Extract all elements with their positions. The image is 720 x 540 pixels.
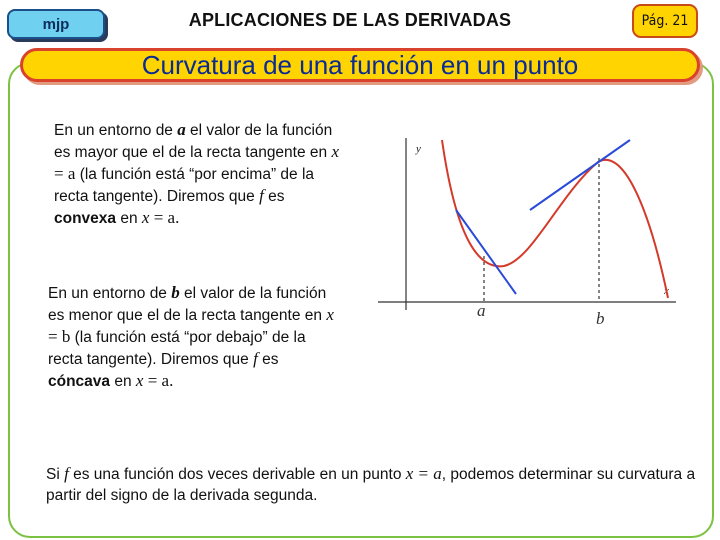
page-title: Curvatura de una función en un punto — [141, 49, 579, 80]
term-convexa: convexa — [54, 210, 117, 227]
equation-rest: = a. — [149, 208, 180, 227]
variable-f: f — [253, 349, 258, 368]
variable-f: f — [259, 186, 264, 205]
function-curve — [442, 140, 668, 298]
x-axis-label: x — [664, 285, 669, 297]
equation-x: x — [326, 305, 334, 324]
logo-text: mjp — [42, 15, 70, 33]
page-number-badge — [632, 4, 698, 38]
equation-x: x — [141, 208, 150, 227]
curvature-graph — [372, 132, 690, 332]
criterion-paragraph: Si f es una función dos veces derivable en un punto x = a, podemos determinar su curvatura a partir del signo de la derivada segunda. — [46, 464, 696, 504]
point-b-label: b — [596, 309, 605, 328]
title-banner — [20, 48, 700, 82]
tangent-line-a — [456, 210, 516, 294]
point-a-label: a — [477, 301, 486, 320]
equation-rest: = a. — [143, 371, 174, 390]
concavity-paragraph: En un entorno de b el valor de la función es menor que el de la recta tangente en x = b (la función está “por debajo” de la recta tangente). Diremos que f es cóncava en x = a. — [48, 283, 334, 390]
y-axis-label: y — [416, 143, 421, 155]
equation-x: x — [331, 142, 340, 161]
tangent-line-b — [530, 140, 630, 210]
variable-b: b — [171, 283, 180, 302]
equation-rest: = b — [48, 327, 71, 346]
header-title: APLICACIONES DE LAS DERIVADAS — [188, 10, 512, 30]
variable-f: f — [64, 464, 69, 483]
convexity-paragraph: En un entorno de a el valor de la función es mayor que el de la recta tangente en x = a (la función está “por encima” de la recta tangente). Diremos que f es convexa en x = a. — [54, 120, 340, 227]
equation: x = a — [405, 464, 442, 483]
page-number: Pág. 21 — [641, 13, 689, 29]
logo-badge — [7, 9, 105, 39]
term-concava: cóncava — [48, 373, 111, 390]
equation-x: x — [135, 371, 144, 390]
variable-a: a — [177, 120, 186, 139]
equation-rest: = a — [54, 164, 76, 183]
